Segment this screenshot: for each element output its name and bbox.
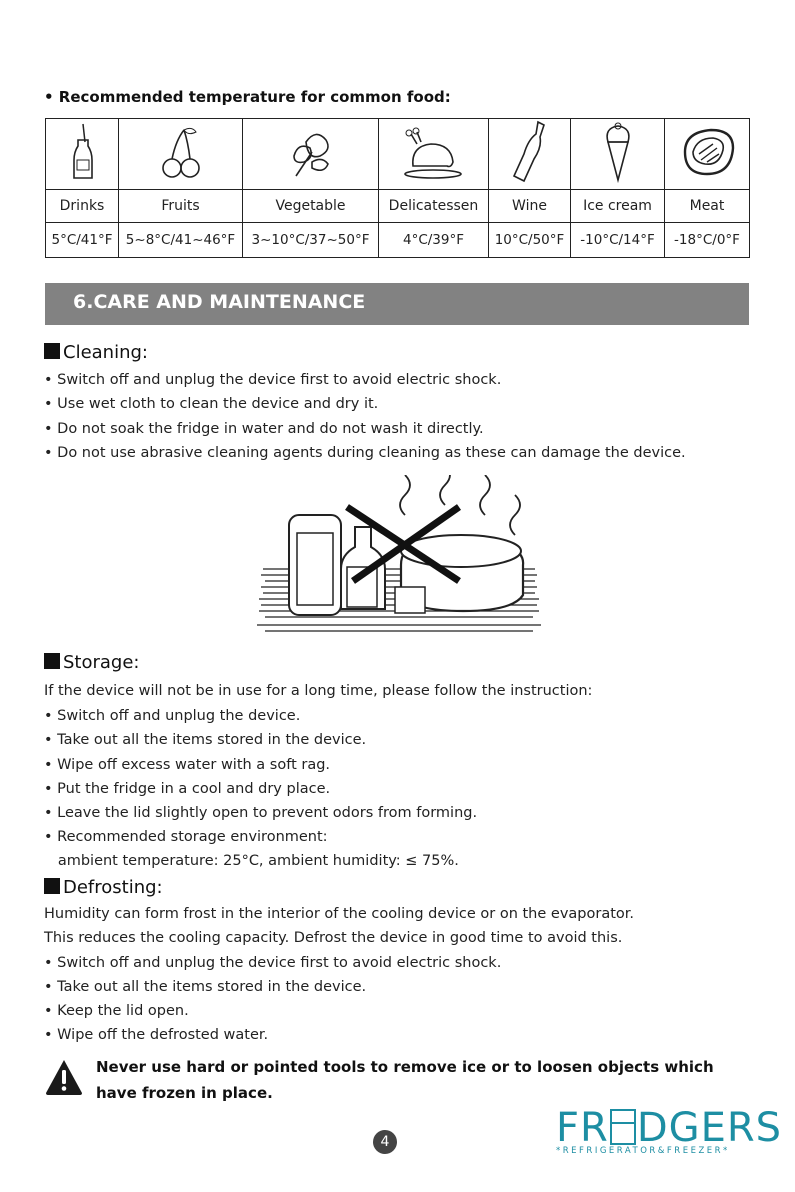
storage-line: • Take out all the items stored in the device.: [44, 732, 367, 748]
food-temp-vegetable: 3~10°C/37~50°F: [243, 223, 379, 258]
square-bullet-icon: [44, 653, 60, 669]
section-title: 6.CARE AND MAINTENANCE: [73, 291, 366, 313]
storage-line: • Put the fridge in a cool and dry place.: [44, 781, 331, 797]
vegetable-icon: [243, 119, 379, 190]
steak-icon: [665, 119, 750, 190]
food-name-wine: Wine: [489, 190, 571, 223]
logo-text-left: FR: [556, 1105, 609, 1151]
cleaning-item: • Do not soak the fridge in water and do not wash it directly.: [44, 421, 484, 437]
storage-line: • Leave the lid slightly open to prevent odors from forming.: [44, 805, 478, 821]
defrosting-line: • Take out all the items stored in the device.: [44, 979, 367, 995]
food-temp-delicatessen: 4°C/39°F: [379, 223, 489, 258]
cleaning-heading-text: Cleaning:: [63, 342, 148, 363]
warning-icon: [44, 1058, 84, 1100]
food-name-ice-cream: Ice cream: [571, 190, 665, 223]
storage-line: • Wipe off excess water with a soft rag.: [44, 757, 331, 773]
fridgers-logo: [556, 1105, 783, 1156]
intro-heading: • Recommended temperature for common food:: [44, 88, 451, 106]
defrosting-line: • Switch off and unplug the device first to avoid electric shock.: [44, 955, 502, 971]
food-name-delicatessen: Delicatessen: [379, 190, 489, 223]
logo-text-right: DGERS: [636, 1105, 783, 1151]
no-soaking-illustration: [255, 475, 545, 639]
square-bullet-icon: [44, 343, 60, 359]
temperature-table: [45, 118, 750, 258]
food-name-drinks: Drinks: [46, 190, 119, 223]
warning-text-line1: Never use hard or pointed tools to remove ice or to loosen objects which: [96, 1058, 714, 1076]
cherries-icon: [119, 119, 243, 190]
square-bullet-icon: [44, 878, 60, 894]
food-temp-meat: -18°C/0°F: [665, 223, 750, 258]
cleaning-item: • Use wet cloth to clean the device and dry it.: [44, 396, 379, 412]
logo-tagline: *REFRIGERATOR&FREEZER*: [556, 1146, 730, 1156]
storage-line: • Recommended storage environment:: [44, 829, 328, 845]
food-temp-drinks: 5°C/41°F: [46, 223, 119, 258]
defrosting-line: Humidity can form frost in the interior of the cooling device or on the evaporator.: [44, 906, 635, 922]
food-name-fruits: Fruits: [119, 190, 243, 223]
food-temp-ice-cream: -10°C/14°F: [571, 223, 665, 258]
warning-text-line2: have frozen in place.: [96, 1084, 273, 1102]
wine-bottle-icon: [489, 119, 571, 190]
food-temp-wine: 10°C/50°F: [489, 223, 571, 258]
cleaning-heading: [44, 342, 148, 363]
defrosting-heading: [44, 877, 163, 898]
page-number: 4: [373, 1130, 397, 1154]
defrosting-line: This reduces the cooling capacity. Defrost the device in good time to avoid this.: [44, 930, 623, 946]
defrosting-line: • Wipe off the defrosted water.: [44, 1027, 269, 1043]
defrosting-line: • Keep the lid open.: [44, 1003, 189, 1019]
roast-chicken-icon: [379, 119, 489, 190]
storage-line: If the device will not be in use for a long time, please follow the instruction:: [44, 683, 593, 699]
cleaning-item: • Switch off and unplug the device first to avoid electric shock.: [44, 372, 502, 388]
storage-heading-text: Storage:: [63, 652, 140, 673]
section-banner: [45, 283, 749, 325]
fridge-icon: [610, 1109, 636, 1145]
drink-bottle-icon: [46, 119, 119, 190]
storage-heading: [44, 652, 140, 673]
defrosting-heading-text: Defrosting:: [63, 877, 163, 898]
cleaning-item: • Do not use abrasive cleaning agents during cleaning as these can damage the device.: [44, 445, 686, 461]
storage-line: ambient temperature: 25°C, ambient humidity: ≤ 75%.: [44, 853, 459, 869]
ice-cream-icon: [571, 119, 665, 190]
food-name-meat: Meat: [665, 190, 750, 223]
food-name-vegetable: Vegetable: [243, 190, 379, 223]
food-temp-fruits: 5~8°C/41~46°F: [119, 223, 243, 258]
storage-line: • Switch off and unplug the device.: [44, 708, 301, 724]
